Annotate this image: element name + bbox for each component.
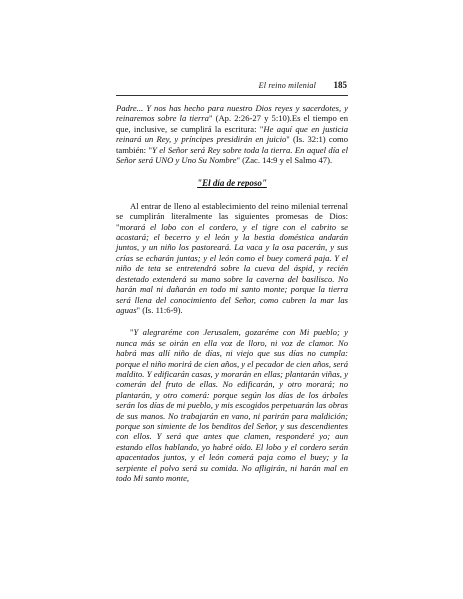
running-header	[116, 79, 348, 96]
text-segment: Y alegraréme con Jerusalem, gozaréme con Mi pueblo; y nunca más se oirán en ella voz de lloro, ni voz de clamor. No habrá mas allí niño de días, ni viejo que sus días no cumpla: porque el niño morirá de cien años, y el pecador de cien años, será maldito. Y edificarán casas, y morarán en ellas; plantarán viñas, y comerán del fruto de ellas. No edificarán, y otro morará; no plantarán, y otro comerá: porque según los días de los árboles serán los días de mi pueblo, y mis escogidos perpetuarán las obras de sus manos. No trabajarán en vano, ni parirán para maldición; porque son simiente de los benditos del Señor, y sus descendientes con ellos. Y será que antes que clamen, responderé yo; aun estando ellos hablando, yo habré oído. El lobo y el cordero serán apacentados juntos, y el león comerá paja como el buey; y la serpiente el polvo será su comida. No afligirán, ni harán mal en todo Mi santo monte,	[116, 327, 348, 483]
page-number: 185	[333, 80, 347, 90]
text-segment: Padre... Y nos has hecho para nuestro Dios reyes y sacerdotes, y reinaremos sobre la tierra	[116, 103, 348, 124]
text-segment: " (Is. 32:1) como también: "	[116, 134, 348, 155]
text-segment: Y el Señor será Rey sobre toda la tierra. En aquel día el Señor será UNO y Uno Su Nombre	[116, 144, 348, 166]
section-heading: "El día de reposo"	[197, 178, 267, 189]
paragraph-3	[116, 327, 348, 483]
text-segment: morará el lobo con el cordero, y el tigre con el cabrito se acostará; el becerro y el león y la bestia doméstica andarán juntos, y un niño los pastoreará. La vaca y la osa pacerán, y sus crías se echarán juntas; y el león como el buey comerá paja. Y el niño de teta se entretendrá sobre la cueva del áspid, y recién destetado extenderá su mano sobre la caverna del basilisco. No harán mal ni dañarán en todo mi santo monte; porque la tierra será llena del conocimiento del Señor, como cubren la mar las aguas	[116, 221, 348, 315]
page-body	[116, 103, 348, 483]
text-segment: He aquí que en justicia reinará un Rey, y príncipes presidirán en juicio	[116, 123, 348, 145]
paragraph-1	[116, 103, 348, 165]
text-segment: "	[130, 327, 134, 338]
text-segment: Al entrar de lleno al establecimiento del reino milenial terrenal se cumplirán literalmente las siguientes promesas de Dios: "	[116, 200, 348, 232]
running-title: El reino milenial	[258, 81, 316, 90]
text-segment: " (Ap. 2:26-27 y 5:10).Es el tiempo en que, inclusive, se cumplirá la escritura: "	[116, 113, 348, 134]
text-segment: " (Is. 11:6-9).	[136, 304, 183, 315]
text-segment: " (Zac. 14:9 y el Salmo 47).	[236, 155, 333, 166]
paragraph-2	[116, 201, 348, 315]
